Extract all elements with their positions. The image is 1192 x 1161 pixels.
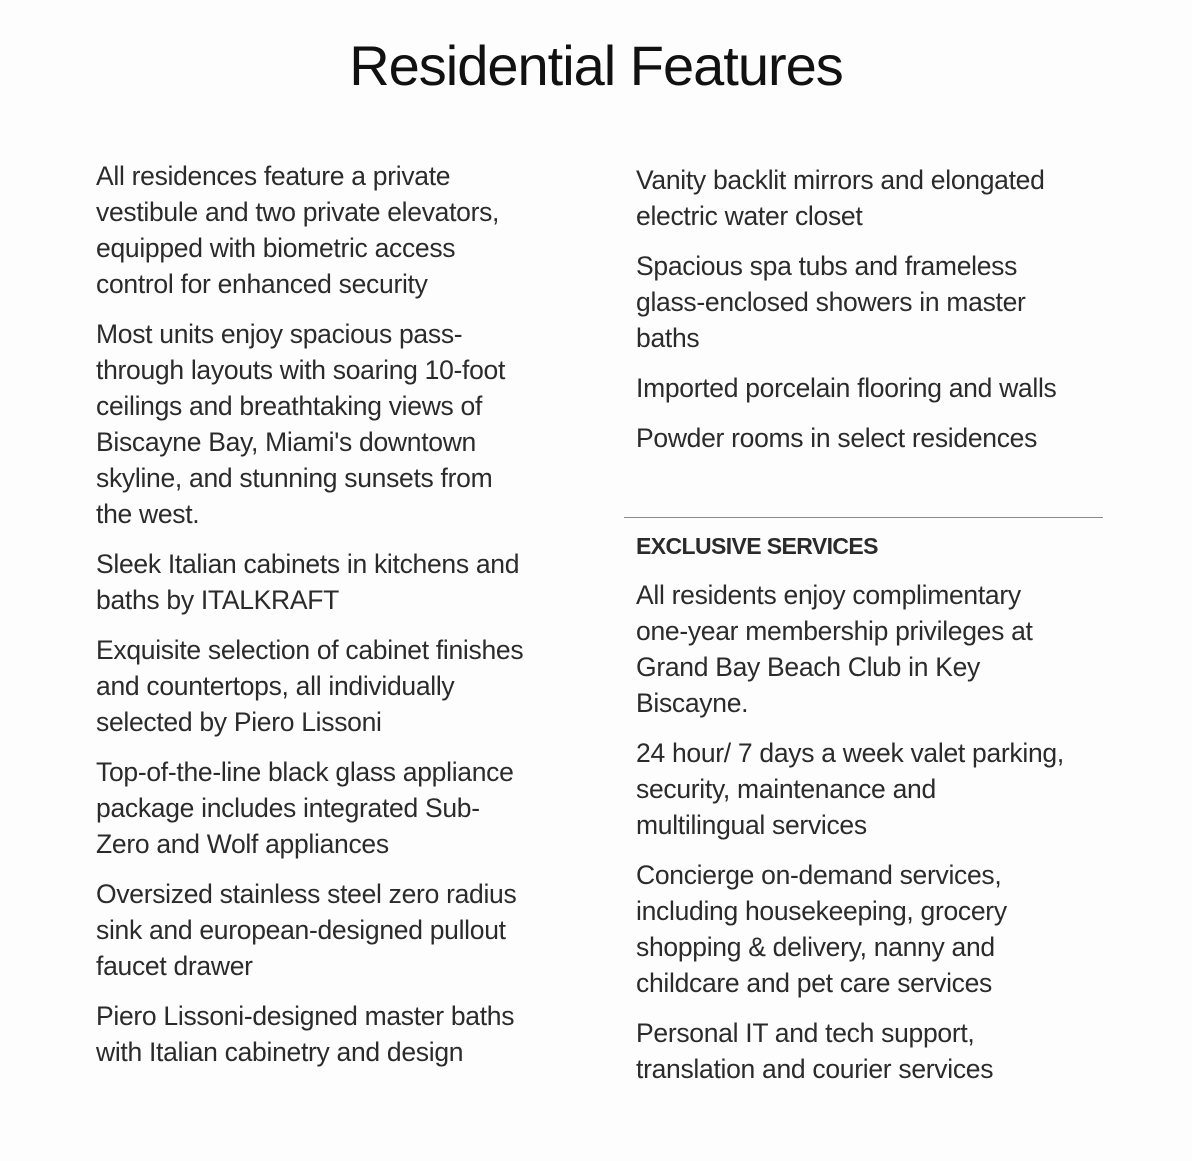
feature-private-vestibule: All residences feature a private vestibule and two private elevators, equipped with biometric access control for enhanced security — [96, 161, 500, 299]
service-concierge: Concierge on-demand services, including housekeeping, grocery shopping & delivery, nanny and childcare and pet care services — [636, 860, 1007, 998]
residential-features-right-column — [636, 162, 1146, 470]
feature-powder-rooms: Powder rooms in select residences — [636, 423, 1038, 453]
feature-spa-tubs: Spacious spa tubs and frameless glass-enclosed showers in master baths — [636, 251, 1026, 353]
feature-master-baths: Piero Lissoni-designed master baths with Italian cabinetry and design — [96, 1001, 515, 1067]
service-beach-club: All residents enjoy complimentary one-year membership privileges at Grand Bay Beach Club in Key Biscayne. — [636, 580, 1033, 718]
feature-cabinet-finishes: Exquisite selection of cabinet finishes and countertops, all individually selected by Piero Lissoni — [96, 635, 524, 737]
exclusive-services-list — [636, 577, 1156, 1101]
service-valet-security: 24 hour/ 7 days a week valet parking, security, maintenance and multilingual services — [636, 738, 1064, 840]
page-title: Residential Features — [349, 34, 843, 97]
residential-features-left-column — [96, 158, 591, 1084]
feature-porcelain-flooring: Imported porcelain flooring and walls — [636, 373, 1057, 403]
exclusive-services-heading: EXCLUSIVE SERVICES — [636, 533, 878, 559]
service-it-support: Personal IT and tech support, translation and courier services — [636, 1018, 994, 1084]
feature-vanity-mirrors: Vanity backlit mirrors and elongated electric water closet — [636, 165, 1045, 231]
feature-stainless-sink: Oversized stainless steel zero radius sink and european-designed pullout faucet drawer — [96, 879, 517, 981]
feature-appliance-package: Top-of-the-line black glass appliance package includes integrated Sub- Zero and Wolf appliances — [96, 757, 514, 859]
section-divider — [624, 517, 1103, 518]
feature-italian-cabinets: Sleek Italian cabinets in kitchens and baths by ITALKRAFT — [96, 549, 520, 615]
feature-pass-through-layouts: Most units enjoy spacious pass- through layouts with soaring 10-foot ceilings and breathtaking views of Biscayne Bay, Miami's downtown skyline, and stunning sunsets from the west. — [96, 319, 506, 529]
